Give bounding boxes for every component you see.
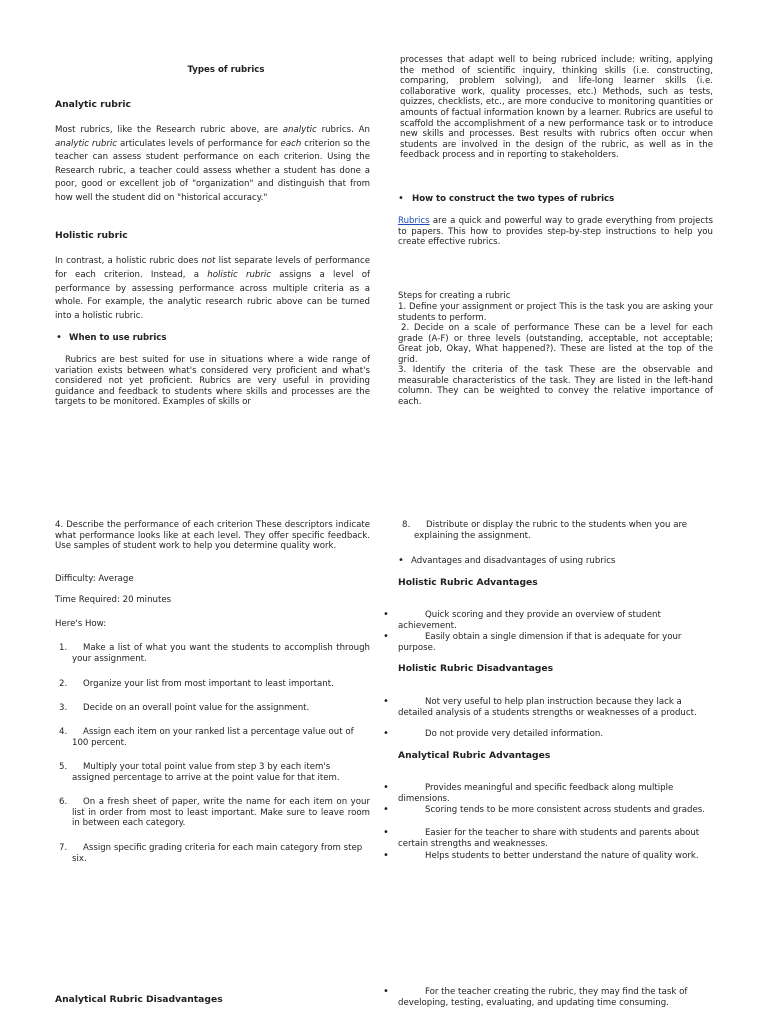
advantages-disadvantages-heading: Advantages and disadvantages of using rubrics (411, 556, 616, 566)
bullet-icon: • (56, 332, 62, 343)
step-2: 2. Decide on a scale of performance These can be a level for each grade (A-F) or three levels (outstanding, acceptable, not acceptable; Great job, Okay, What happened?). These are listed at the top of the grid. (398, 323, 713, 365)
bullet-icon: • (398, 555, 404, 566)
list-item: Provides meaningful and specific feedback along multiple dimensions. (398, 783, 674, 804)
list-item: Distribute or display the rubric to the students when you are explaining the assignment. (414, 520, 688, 541)
list-item: Organize your list from most important to least important. (83, 679, 334, 689)
skills-continued-paragraph: processes that adapt well to being rubriced include: writing, applying the method of scientific inquiry, thinking skills (i.e. constructing, comparing, problem solving), and life-long learner skills (i.e. collaborative work, quality processes, etc.) Methods, such as tests, quizzes, checklists, etc., are more conducive to monitoring quantities or amounts of factual information known by a learner. Rubrics are useful to scaffold the accomplishment of a new performance task or to introduce new skills and processes. Best results with rubrics often occur when students are involved in the design of the rubric, as well as in the feedback process and in reporting to stakeholders. (400, 55, 713, 161)
step-4: 4. Describe the performance of each criterion These descriptors indicate what performance looks like at each level. They offer specific feedback. Use samples of student work to help you determine quality work. (55, 520, 370, 552)
holistic-disadvantages-heading: Holistic Rubric Disadvantages (398, 663, 554, 674)
list-item-number: 8. (402, 520, 411, 530)
list-item-number: 6. (59, 797, 68, 807)
bullet-icon: • (383, 782, 389, 793)
list-item-number: 7. (59, 843, 68, 853)
analytical-advantages-heading: Analytical Rubric Advantages (398, 750, 551, 761)
when-to-use-paragraph: Rubrics are best suited for use in situations where a wide range of variation exists between what's considered very proficient and what's considered not yet proficient. Rubrics are very useful in providing guidance and feedback to students where skills and processes are the targets to be monitored. Examples of skills or (55, 355, 370, 408)
list-item-number: 4. (59, 727, 68, 737)
list-item: Multiply your total point value from step 3 by each item's assigned percentage to arrive at the point value for that item. (72, 762, 340, 783)
steps-heading: Steps for creating a rubric (398, 291, 511, 301)
bullet-icon: • (383, 850, 389, 861)
when-to-use-heading: When to use rubrics (69, 333, 167, 343)
list-item-number: 3. (59, 703, 68, 713)
time-required-text: Time Required: 20 minutes (55, 595, 172, 605)
list-item: Do not provide very detailed information. (425, 729, 604, 739)
construct-paragraph: Rubrics are a quick and powerful way to grade everything from projects to papers. This how to provides step-by-step instructions to help you create effective rubrics. (398, 216, 713, 248)
bullet-icon: • (383, 986, 389, 997)
bullet-icon: • (383, 804, 389, 815)
rubrics-link[interactable]: Rubrics (398, 216, 430, 226)
list-item: Assign specific grading criteria for each main category from step six. (72, 843, 363, 864)
list-item: Make a list of what you want the students to accomplish through your assignment. (72, 643, 370, 664)
list-item: Decide on an overall point value for the assignment. (83, 703, 310, 713)
analytic-rubric-heading: Analytic rubric (55, 99, 131, 110)
holistic-advantages-heading: Holistic Rubric Advantages (398, 577, 538, 588)
bullet-icon: • (383, 827, 389, 838)
list-item: Easily obtain a single dimension if that is adequate for your purpose. (398, 632, 682, 653)
list-item: Scoring tends to be more consistent across students and grades. (425, 805, 706, 815)
step-3: 3. Identify the criteria of the task These are the observable and measurable characteristics of the task. They are listed in the left-hand column. They can be weighted to convey the relative importance of each. (398, 365, 713, 407)
holistic-rubric-heading: Holistic rubric (55, 230, 128, 241)
page-title: Types of rubrics (187, 65, 265, 75)
holistic-rubric-paragraph: In contrast, a holistic rubric does not list separate levels of performance for each criterion. Instead, a holistic rubric assigns a level of performance by assessing performance across multiple criteria as a whole. For example, the analytic research rubric above can be turned into a holistic rubric. (55, 256, 370, 322)
list-item-number: 5. (59, 762, 68, 772)
list-item: On a fresh sheet of paper, write the name for each item on your list in order from most to least important. Make sure to leave room in between each category. (72, 797, 370, 829)
step-1: 1. Define your assignment or project This is the task you are asking your students to perform. (398, 302, 713, 323)
difficulty-text: Difficulty: Average (55, 574, 134, 584)
analytical-disadvantages-heading: Analytical Rubric Disadvantages (55, 994, 223, 1005)
analytic-rubric-paragraph: Most rubrics, like the Research rubric above, are analytic rubrics. An analytic rubric articulates levels of performance for each criterion so the teacher can assess student performance on each criterion. Using the Research rubric, a teacher could assess whether a student has done a poor, good or excellent job of "organization" and distinguish that from how well the student did on "historical accuracy." (55, 125, 371, 203)
list-item: Not very useful to help plan instruction because they lack a detailed analysis of a students strengths or weaknesses of a product. (398, 697, 697, 718)
list-item: Quick scoring and they provide an overview of student achievement. (398, 610, 661, 631)
bullet-icon: • (398, 193, 404, 204)
heres-how-text: Here's How: (55, 619, 107, 629)
construct-heading: How to construct the two types of rubrics (412, 194, 615, 204)
bullet-icon: • (383, 728, 389, 739)
list-item-number: 2. (59, 679, 68, 689)
bullet-icon: • (383, 631, 389, 642)
list-item-number: 1. (59, 643, 68, 653)
list-item: Easier for the teacher to share with students and parents about certain strengths and weaknesses. (398, 828, 700, 849)
bullet-icon: • (383, 696, 389, 707)
list-item: For the teacher creating the rubric, they may find the task of developing, testing, evaluating, and updating time consuming. (398, 987, 688, 1008)
list-item: Assign each item on your ranked list a percentage value out of 100 percent. (72, 727, 354, 748)
list-item: Helps students to better understand the nature of quality work. (425, 851, 699, 861)
bullet-icon: • (383, 609, 389, 620)
